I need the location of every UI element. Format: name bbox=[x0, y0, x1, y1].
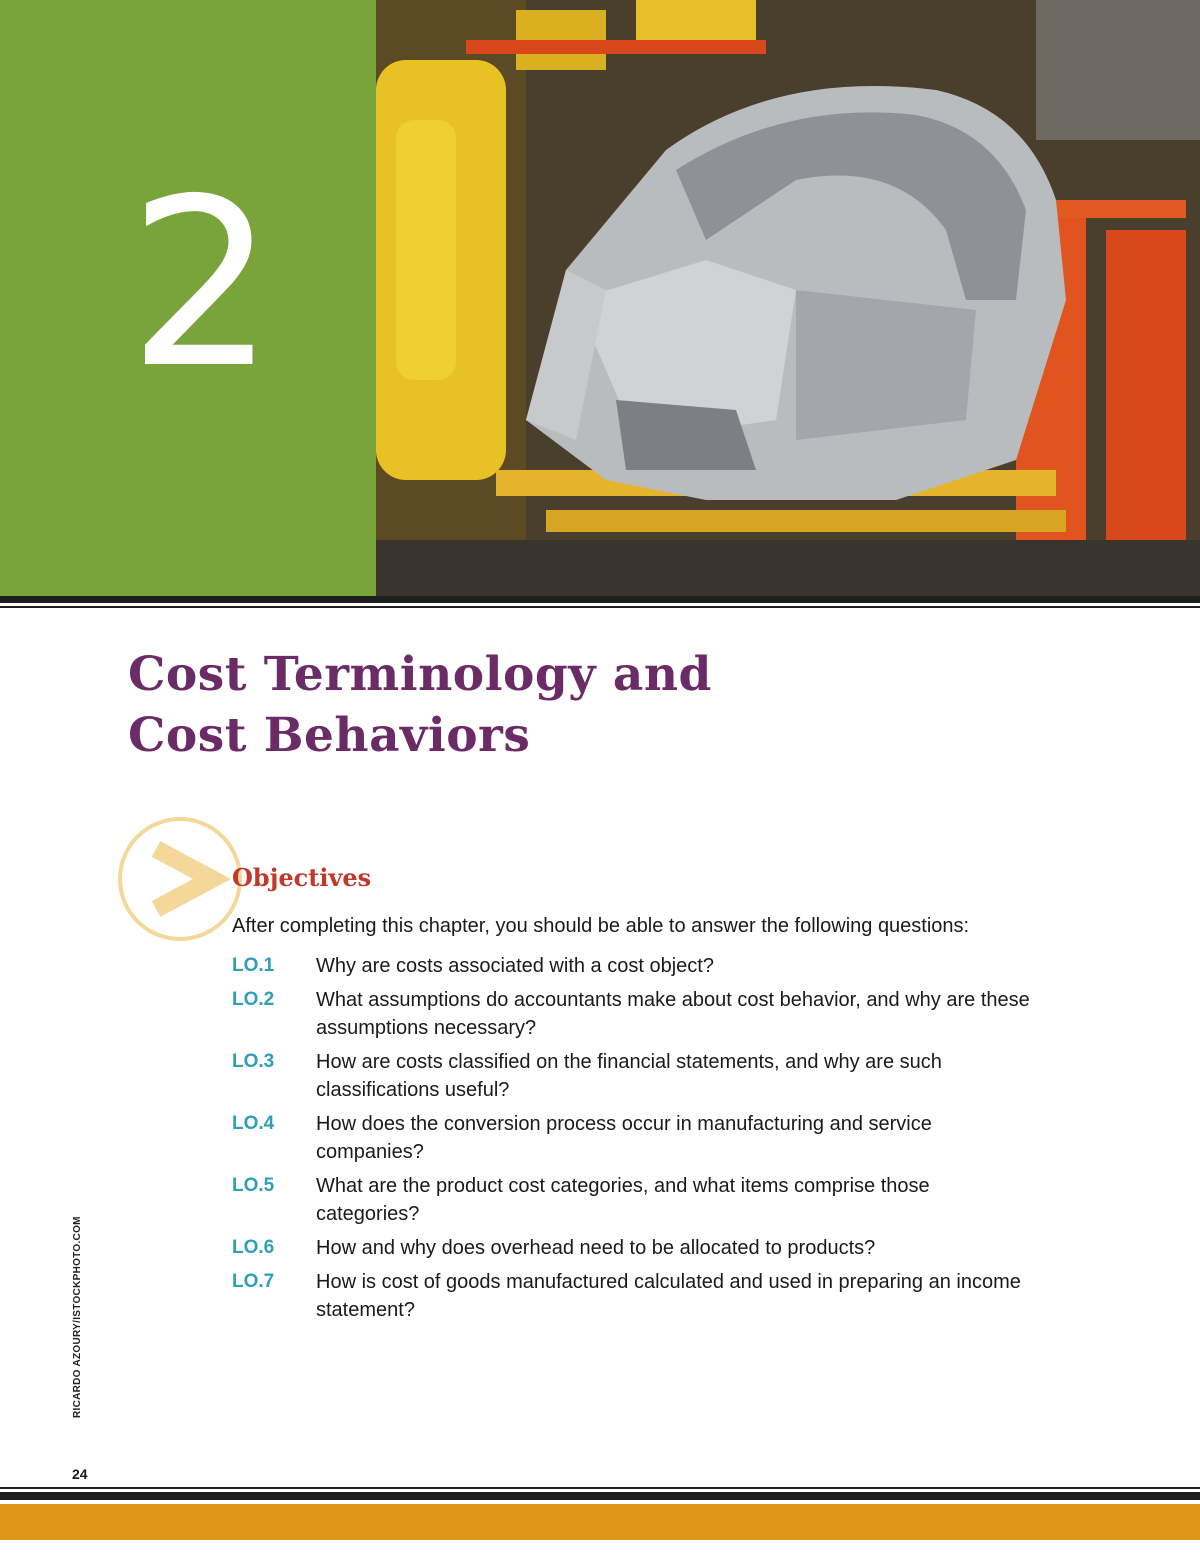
lo-text: Why are costs associated with a cost object? bbox=[316, 955, 714, 977]
lo-code: LO.5 bbox=[232, 1175, 275, 1196]
lo-text: What are the product cost categories, and what items comprise those categories? bbox=[316, 1175, 930, 1225]
bottom-divider-thick bbox=[0, 1492, 1200, 1500]
car-assembly-photo bbox=[376, 0, 1200, 596]
lo-code: LO.2 bbox=[232, 989, 275, 1010]
lo-text: What assumptions do accountants make about cost behavior, and why are these assumptions necessary? bbox=[316, 989, 1030, 1039]
chapter-title bbox=[128, 644, 712, 766]
chapter-number: 2 bbox=[128, 149, 276, 419]
lo-code: LO.1 bbox=[232, 955, 275, 976]
footer-band bbox=[0, 1504, 1200, 1540]
top-divider-thin bbox=[0, 606, 1200, 608]
page-number: 24 bbox=[72, 1466, 88, 1482]
lo-code: LO.4 bbox=[232, 1113, 275, 1134]
learning-objective-7 bbox=[232, 1268, 1032, 1324]
lo-code: LO.6 bbox=[232, 1237, 275, 1258]
bottom-divider-thin bbox=[0, 1487, 1200, 1489]
learning-objective-3 bbox=[232, 1048, 1032, 1104]
objectives-intro: After completing this chapter, you should be able to answer the following questions: bbox=[232, 915, 970, 937]
chapter-title-line-1: Cost Terminology and bbox=[128, 647, 712, 702]
chapter-title-line-2: Cost Behaviors bbox=[128, 708, 531, 763]
top-divider-thick bbox=[0, 596, 1200, 603]
lo-text: How are costs classified on the financial statements, and why are such classifications useful? bbox=[316, 1051, 942, 1101]
photo-credit: RICARDO AZOURY/ISTOCKPHOTO.COM bbox=[72, 1216, 83, 1418]
car-assembly-line-photo bbox=[376, 0, 1200, 596]
objectives-heading: Objectives bbox=[232, 863, 372, 892]
learning-objective-5 bbox=[232, 1172, 1032, 1228]
lo-text: How and why does overhead need to be allocated to products? bbox=[316, 1237, 876, 1259]
learning-objective-1 bbox=[232, 952, 1032, 980]
learning-objectives-list bbox=[232, 952, 1032, 1330]
lo-code: LO.3 bbox=[232, 1051, 275, 1072]
chevron-circle-icon bbox=[116, 815, 244, 943]
learning-objective-6 bbox=[232, 1234, 1032, 1262]
lo-text: How does the conversion process occur in manufacturing and service companies? bbox=[316, 1113, 932, 1163]
learning-objective-4 bbox=[232, 1110, 1032, 1166]
lo-text: How is cost of goods manufactured calculated and used in preparing an income statement? bbox=[316, 1271, 1021, 1321]
chapter-panel bbox=[0, 0, 376, 596]
learning-objective-2 bbox=[232, 986, 1032, 1042]
lo-code: LO.7 bbox=[232, 1271, 275, 1292]
